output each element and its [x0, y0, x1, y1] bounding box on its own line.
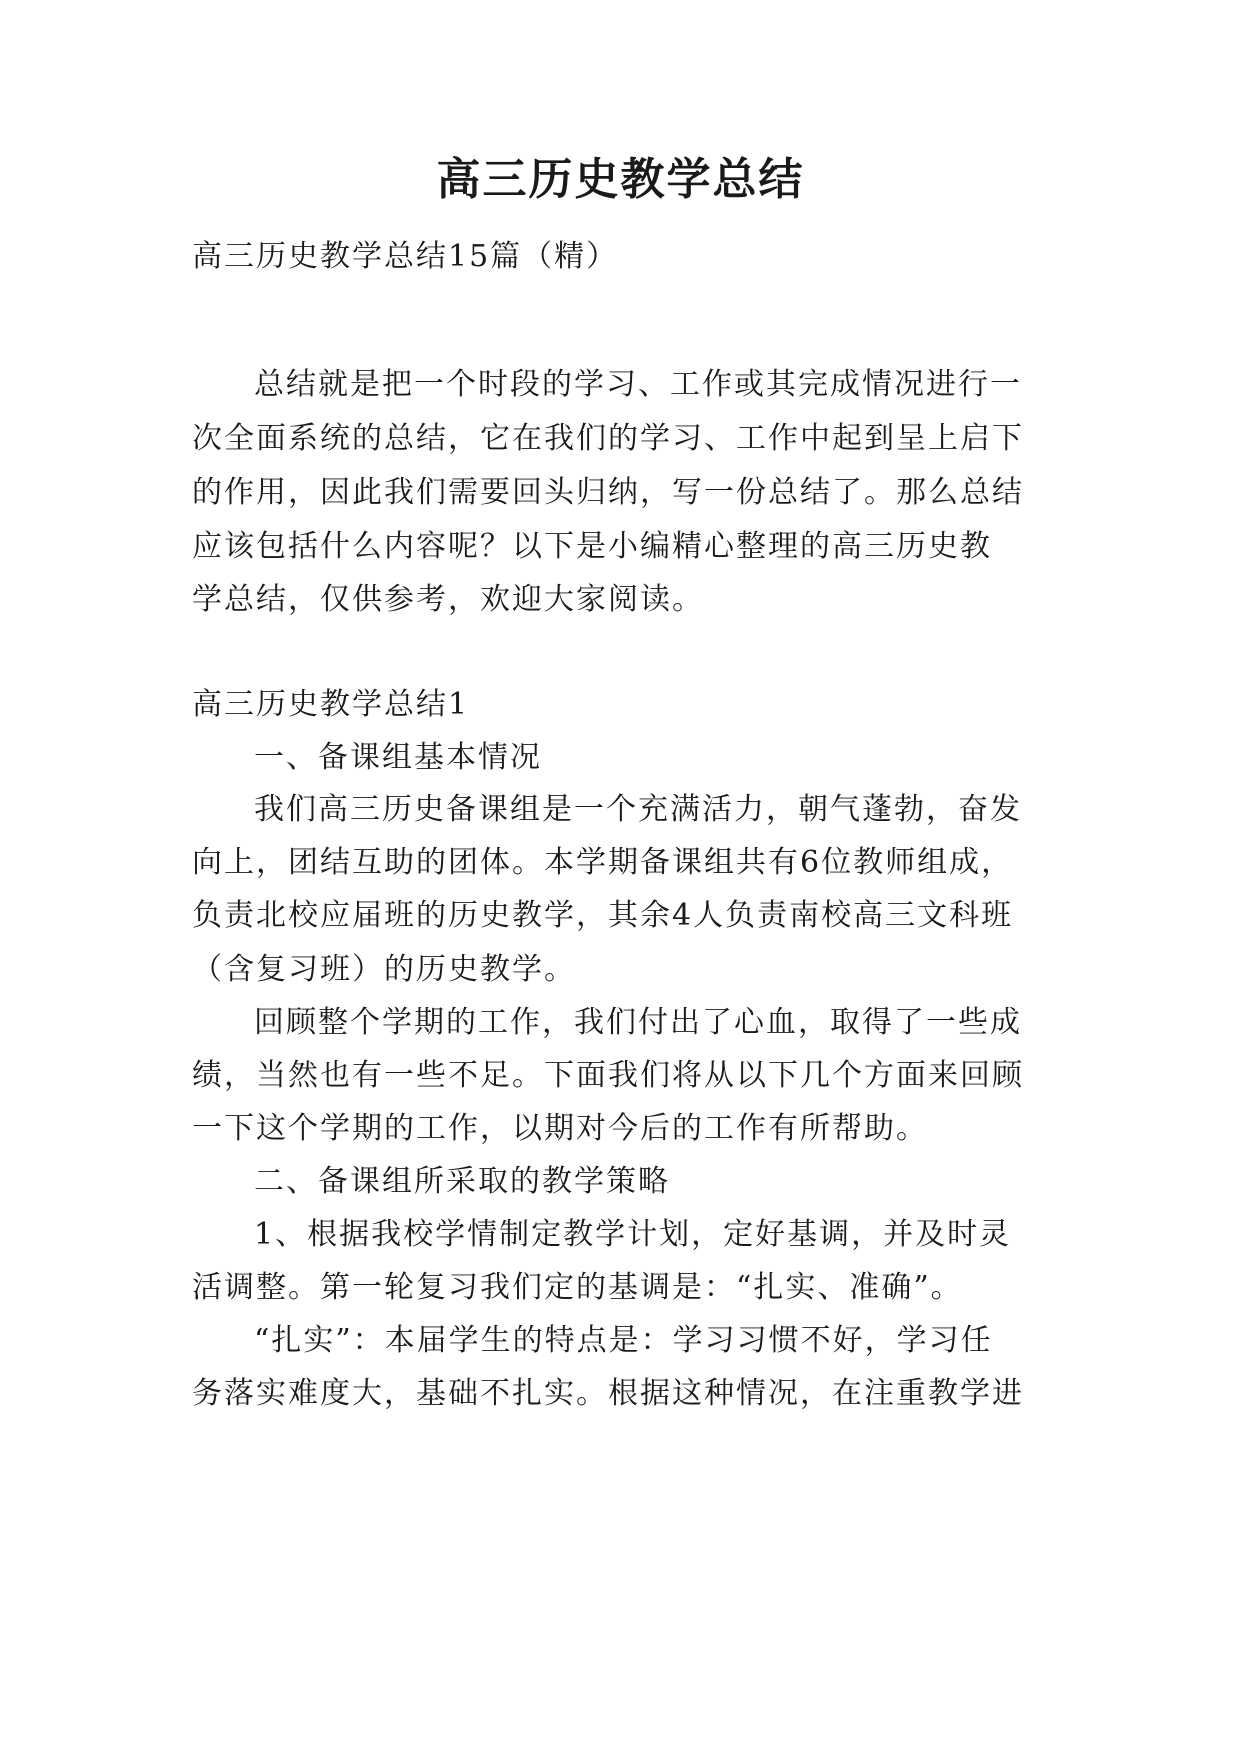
part1-p1-line-4: （含复习班）的历史教学。	[192, 952, 576, 987]
part1-p1-line-2: 向上，团结互助的团体。本学期备课组共有6位教师组成，	[192, 845, 1014, 880]
part1-p2-line-2: 绩，当然也有一些不足。下面我们将从以下几个方面来回顾	[192, 1058, 1024, 1093]
section-heading: 高三历史教学总结1	[192, 687, 470, 722]
part1-p2-line-3: 一下这个学期的工作，以期对今后的工作有所帮助。	[192, 1111, 928, 1146]
part1-p2-line-1: 回顾整个学期的工作，我们付出了心血，取得了一些成	[254, 1005, 1022, 1040]
intro-line-4: 应该包括什么内容呢？以下是小编精心整理的高三历史教	[192, 529, 992, 564]
intro-line-2: 次全面系统的总结，它在我们的学习、工作中起到呈上启下	[192, 421, 1024, 456]
part1-p1-line-3: 负责北校应届班的历史教学，其余4人负责南校高三文科班	[192, 898, 1014, 933]
part2-p1-line-1: 1、根据我校学情制定教学计划，定好基调，并及时灵	[254, 1217, 1012, 1252]
document-title: 高三历史教学总结	[436, 154, 805, 205]
intro-line-3: 的作用，因此我们需要回头归纳，写一份总结了。那么总结	[192, 475, 1024, 510]
part2-p2-line-2: 务落实难度大，基础不扎实。根据这种情况，在注重教学进	[192, 1376, 1024, 1411]
intro-line-1: 总结就是把一个时段的学习、工作或其完成情况进行一	[254, 367, 1022, 402]
document-subtitle: 高三历史教学总结15篇（精）	[192, 239, 619, 274]
part2-heading: 二、备课组所采取的教学策略	[254, 1164, 670, 1199]
part2-p1-line-2: 活调整。第一轮复习我们定的基调是：“扎实、准确”。	[192, 1270, 963, 1305]
part1-heading: 一、备课组基本情况	[254, 740, 542, 775]
intro-line-5: 学总结，仅供参考，欢迎大家阅读。	[192, 582, 704, 617]
part2-p2-line-1: “扎实”：本届学生的特点是：学习习惯不好，学习任	[254, 1323, 993, 1358]
part1-p1-line-1: 我们高三历史备课组是一个充满活力，朝气蓬勃，奋发	[254, 792, 1022, 827]
